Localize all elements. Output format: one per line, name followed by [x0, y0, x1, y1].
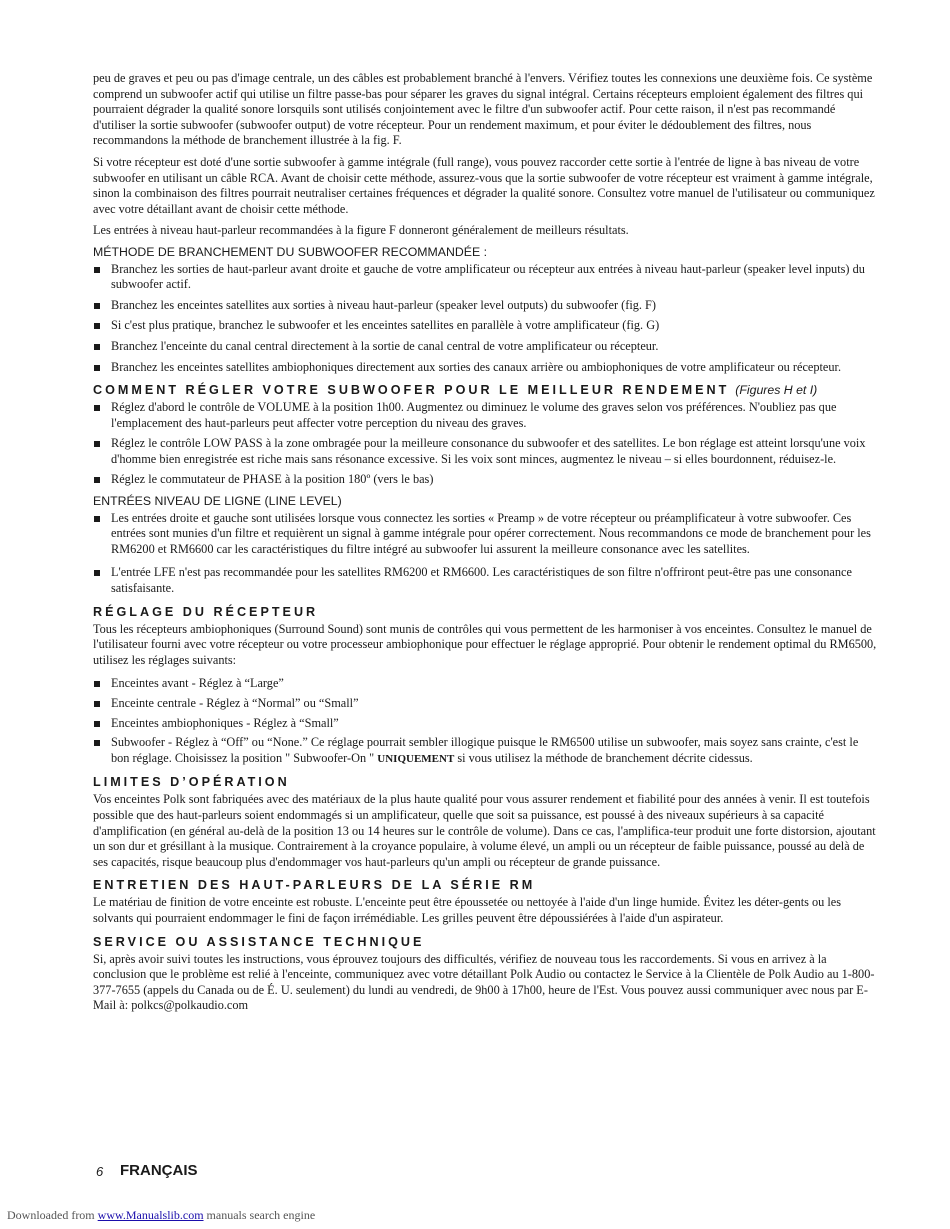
bullet-icon	[94, 721, 100, 727]
care-heading: ENTRETIEN DES HAUT-PARLEURS DE LA SÉRIE RM	[93, 878, 536, 893]
limits-text: Vos enceintes Polk sont fabriquées avec des matériaux de la plus haute qualité pour vous assurer rendement et fiabilité pour des années à venir. Il est toutefois possible que des haut-parleurs soient endommagés si un amplificateur, quelle que soit sa puissance, est poussé à des niveaux supérieurs à sa capacité d'amplification (en général au-delà de la position 13 ou 14 heures sur le contrôle de volume). Dans ce cas, l'amplifica-teur produit une forte distorsion, ajoutant un son dur et grésillant à la musique. Contrairement à la croyance populaire, à volume élevé, un ampli ou un récepteur de faible puissance, poussé au delà de ses capacités, risque beaucoup plus d'endommager vos haut-parleurs qu'un ampli ou récepteur de grande puissance.	[93, 792, 876, 869]
list-item: Branchez les enceintes satellites ambiophoniques directement aux sorties des canaux arrière ou ambiophoniques de votre amplificateur ou récepteur.	[93, 360, 877, 376]
receiver-list	[93, 676, 877, 767]
list-item: Subwoofer - Réglez à “Off” ou “None.” Ce réglage pourrait sembler illogique puisque le RM6500 utilise un subwoofer, mais soyez sans crainte, c'est le bon réglage. Choisissez la position " Subwoofer-On " UNIQUEMENT si vous utilisez la méthode de branchement décrite cidessus.	[93, 735, 877, 767]
bullet-icon	[94, 365, 100, 371]
limits-heading: LIMITES D’OPÉRATION	[93, 775, 290, 790]
list-item: Réglez le contrôle LOW PASS à la zone ombragée pour la meilleure consonance du subwoofer et des satellites. Le bon réglage est atteint lorsqu'une voix d'homme bien enregistrée est riche mais sans résonance excessive. Si les voix sont minces, augmentez le niveau – si elles bourdonnent, réduisez-le.	[93, 436, 877, 467]
list-item: Enceintes avant - Réglez à “Large”	[93, 676, 877, 692]
adjust-subheading: (Figures H et I)	[735, 383, 818, 398]
bullet-icon	[94, 323, 100, 329]
bullet-icon	[94, 701, 100, 707]
bullet-icon	[94, 516, 100, 522]
line-level-list	[93, 511, 877, 597]
line-level-heading: ENTRÉES NIVEAU DE LIGNE (LINE LEVEL)	[93, 494, 342, 509]
list-item: Les entrées droite et gauche sont utilisées lorsque vous connectez les sorties « Preamp » de votre récepteur ou préamplificateur à votre subwoofer. Ces entrées sont munies d'un filtre et requièrent un signal à gamme intégrale pour opérer correctement. Nous recommandons ce mode de branchement pour les RM6200 et RM6600 car les caractéristiques du filtre intégré au subwoofer lui assurent la meilleure consonance avec les satellites.	[93, 511, 877, 558]
footer-language: FRANÇAIS	[120, 1162, 198, 1179]
list-item: Réglez le commutateur de PHASE à la position 180º (vers le bas)	[93, 472, 877, 488]
bullet-icon	[94, 441, 100, 447]
list-item: Réglez d'abord le contrôle de VOLUME à la position 1h00. Augmentez ou diminuez le volume des graves selon vos préférences. N'oubliez pas que l'emplacement des haut-parleurs peut affecter votre perception du niveau des graves.	[93, 400, 877, 431]
download-note: Downloaded from www.Manualslib.com manuals search engine	[7, 1208, 316, 1222]
bullet-icon	[94, 344, 100, 350]
intro-paragraph-1: peu de graves et peu ou pas d'image centrale, un des câbles est probablement branché à l'envers. Vérifiez toutes les connexions une deuxième fois. Ce système comprend un subwoofer actif qui utilise un filtre passe-bas pour séparer les graves du signal intégral. Certains récepteurs emploient également des filtres qui pourraient dégrader la qualité sonore lorsquils sont utilisés conjointement avec le filtre d'un subwoofer actif. Pour cette raison, il n'est pas recommandé d'utiliser la sortie subwoofer (subwoofer output) de votre récepteur. Pour un rendement maximum, et pour éviter le dédoublement des filtres, nous recommandons la méthode de branchement illustrée à la fig. F.	[93, 71, 873, 148]
bullet-icon	[94, 740, 100, 746]
list-item: Branchez les enceintes satellites aux sorties à niveau haut-parleur (speaker level outputs) du subwoofer (fig. F)	[93, 298, 877, 314]
receiver-heading: RÉGLAGE DU RÉCEPTEUR	[93, 604, 319, 619]
manualslib-link[interactable]: www.Manualslib.com	[97, 1208, 204, 1222]
list-item: L'entrée LFE n'est pas recommandée pour les satellites RM6200 et RM6600. Les caractéristiques de son filtre n'offriront peut-être pas une consonance satisfaisante.	[93, 565, 877, 596]
bullet-icon	[94, 681, 100, 687]
service-heading: SERVICE OU ASSISTANCE TECHNIQUE	[93, 934, 425, 949]
care-text: Le matériau de finition de votre enceinte est robuste. L'enceinte peut être époussetée ou nettoyée à l'aide d'un linge humide. Évitez les déter-gents ou les solvants qui pourraient endommager le fini de façon irrémédiable. Les grilles peuvent être dépoussiérées à l'aide d'un aspirateur.	[93, 895, 842, 925]
bullet-icon	[94, 570, 100, 576]
page-content	[93, 71, 877, 1020]
list-item: Enceinte centrale - Réglez à “Normal” ou “Small”	[93, 696, 877, 712]
emphasis-text: UNIQUEMENT	[377, 752, 455, 765]
adjust-heading: COMMENT RÉGLER VOTRE SUBWOOFER POUR LE MEILLEUR RENDEMENT (Figures H et I)	[93, 383, 818, 398]
bullet-icon	[94, 405, 100, 411]
service-text: Si, après avoir suivi toutes les instructions, vous éprouvez toujours des difficultés, vérifiez de nouveau tous les raccordements. Si vous en arrivez à la conclusion que le problème est relié à l'enceinte, communiquez avec votre détaillant Polk Audio ou contactez le Service à la Clientèle de Polk Audio au 1-800-377-7655 (appels du Canada ou de É. U. seulement) du lundi au vendredi, de 9h00 à 17h00, heure de l'Est. Vous pouvez aussi communiquer avec nous par E-Mail à: polkcs@polkaudio.com	[93, 951, 875, 1013]
intro-paragraph-2: Si votre récepteur est doté d'une sortie subwoofer à gamme intégrale (full range), vous pouvez raccorder cette sortie à l'entrée de ligne à bas niveau de votre subwoofer en utilisant un câble RCA. Avant de choisir cette méthode, assurez-vous que la sortie subwoofer de votre récepteur est vraiment à gamme intégrale, sinon la combinaison des filtres pourrait neutraliser certaines fréquences et dégrader la qualité sonore. Consultez votre manuel de l'utilisateur ou communiquez avec votre détaillant avant de choisir cette méthode.	[93, 154, 875, 216]
intro-paragraph-3: Les entrées à niveau haut-parleur recommandées à la figure F donneront généralement de meilleurs résultats.	[93, 223, 629, 238]
adjust-list	[93, 400, 877, 488]
method-heading: MÉTHODE DE BRANCHEMENT DU SUBWOOFER RECOMMANDÉE :	[93, 244, 487, 259]
receiver-text: Tous les récepteurs ambiophoniques (Surround Sound) sont munis de contrôles qui vous permettent de les harmoniser à vos enceintes. Consultez le manuel de l'utilisateur fourni avec votre récepteur ou votre processeur ambiophonique pour effectuer le réglage approprié. Pour obtenir le rendement optimal du RM6500, utilisez les réglages suivants:	[93, 621, 877, 667]
list-item: Branchez l'enceinte du canal central directement à la sortie de canal central de votre amplificateur ou récepteur.	[93, 339, 877, 355]
page-number: 6	[96, 1164, 104, 1179]
bullet-icon	[94, 303, 100, 309]
list-item: Branchez les sorties de haut-parleur avant droite et gauche de votre amplificateur ou récepteur aux entrées à niveau haut-parleur (speaker level inputs) du subwoofer actif.	[93, 262, 877, 293]
method-list	[93, 262, 877, 376]
list-item: Si c'est plus pratique, branchez le subwoofer et les enceintes satellites en parallèle à votre amplificateur (fig. G)	[93, 318, 877, 334]
bullet-icon	[94, 477, 100, 483]
list-item: Enceintes ambiophoniques - Réglez à “Small”	[93, 716, 877, 732]
bullet-icon	[94, 267, 100, 273]
